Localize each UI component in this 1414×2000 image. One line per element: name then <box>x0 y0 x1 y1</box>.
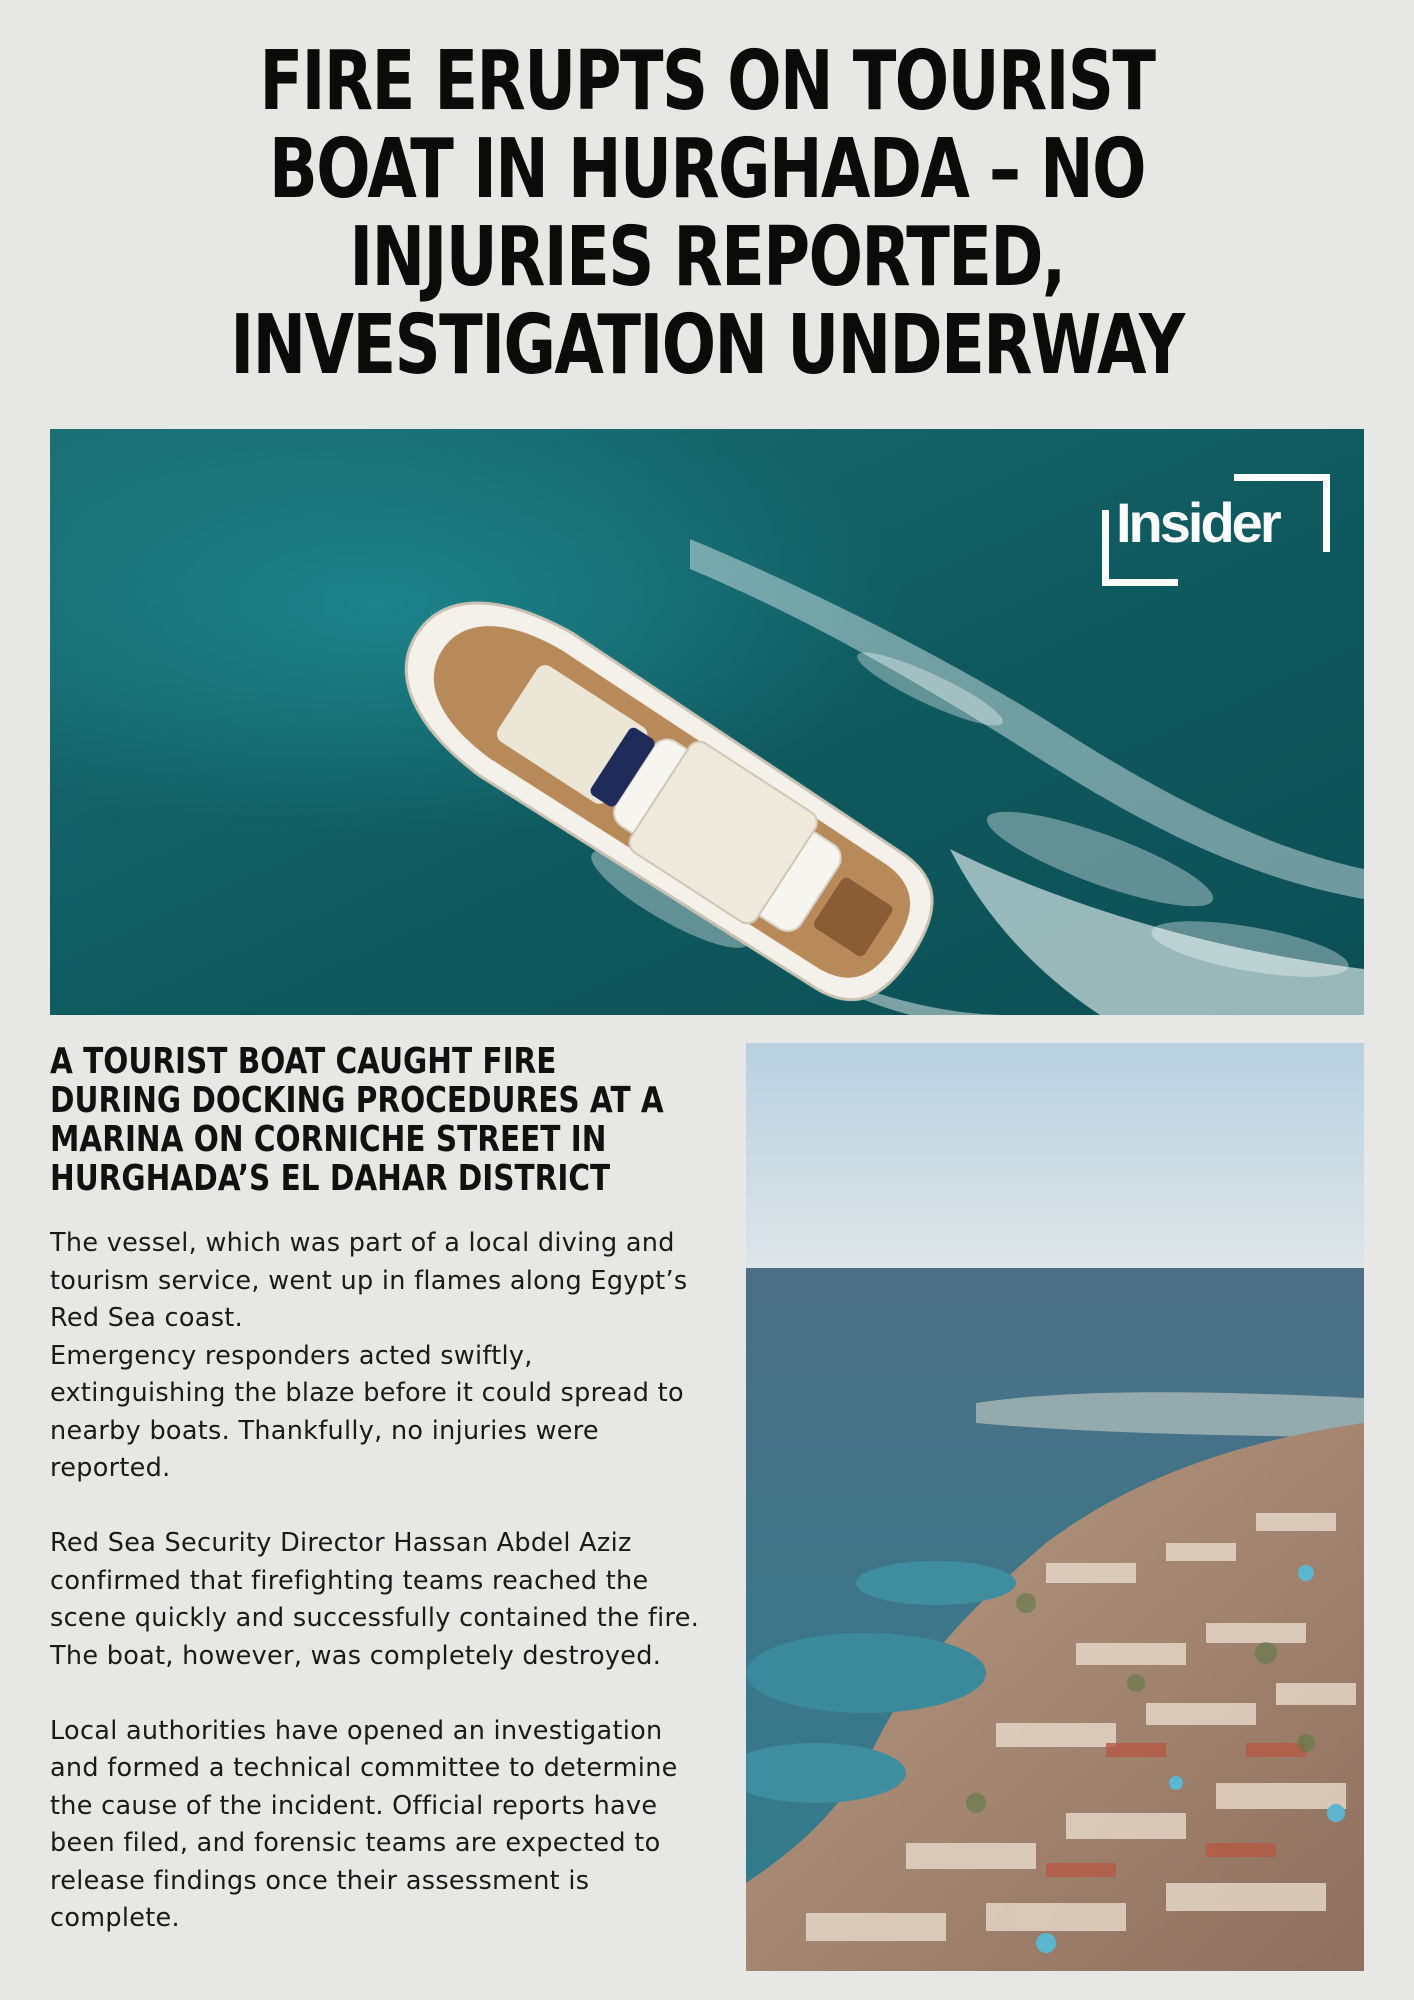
paragraph-1b: Emergency responders acted swiftly, extinguishing the blaze before it could spread to nearby boats. Thankfully, no injuries were reported. <box>50 1340 684 1483</box>
logo-text: Insider <box>1116 491 1279 554</box>
coastline-aerial-illustration <box>746 1043 1364 1971</box>
headline: FIRE ERUPTS ON TOURIST BOAT IN HURGHADA – NO INJURIES REPORTED, INVESTIGATION UNDERWAY <box>230 34 1184 393</box>
paragraph-3: Local authorities have opened an investigation and formed a technical committee to determine the cause of the incident. Official reports have been filed, and forensic teams are expected to release findings once their assessment is complete. <box>50 1715 678 1933</box>
hero-yacht-photo <box>50 429 1364 1015</box>
subheadline: A TOURIST BOAT CAUGHT FIRE DURING DOCKING PROCEDURES AT A MARINA ON CORNICHE STREET IN HURGHADA’S EL DAHAR DISTRICT <box>50 1041 664 1199</box>
insider-logo <box>1102 474 1330 586</box>
article-body <box>50 1225 710 1975</box>
hurghada-aerial-photo <box>746 1043 1364 1971</box>
paragraph-1a: The vessel, which was part of a local diving and tourism service, went up in flames along Egypt’s Red Sea coast. <box>50 1228 688 1333</box>
paragraph-2: Red Sea Security Director Hassan Abdel Aziz confirmed that firefighting teams reached the scene quickly and successfully contained the fire. The boat, however, was completely destroyed. <box>50 1528 700 1671</box>
